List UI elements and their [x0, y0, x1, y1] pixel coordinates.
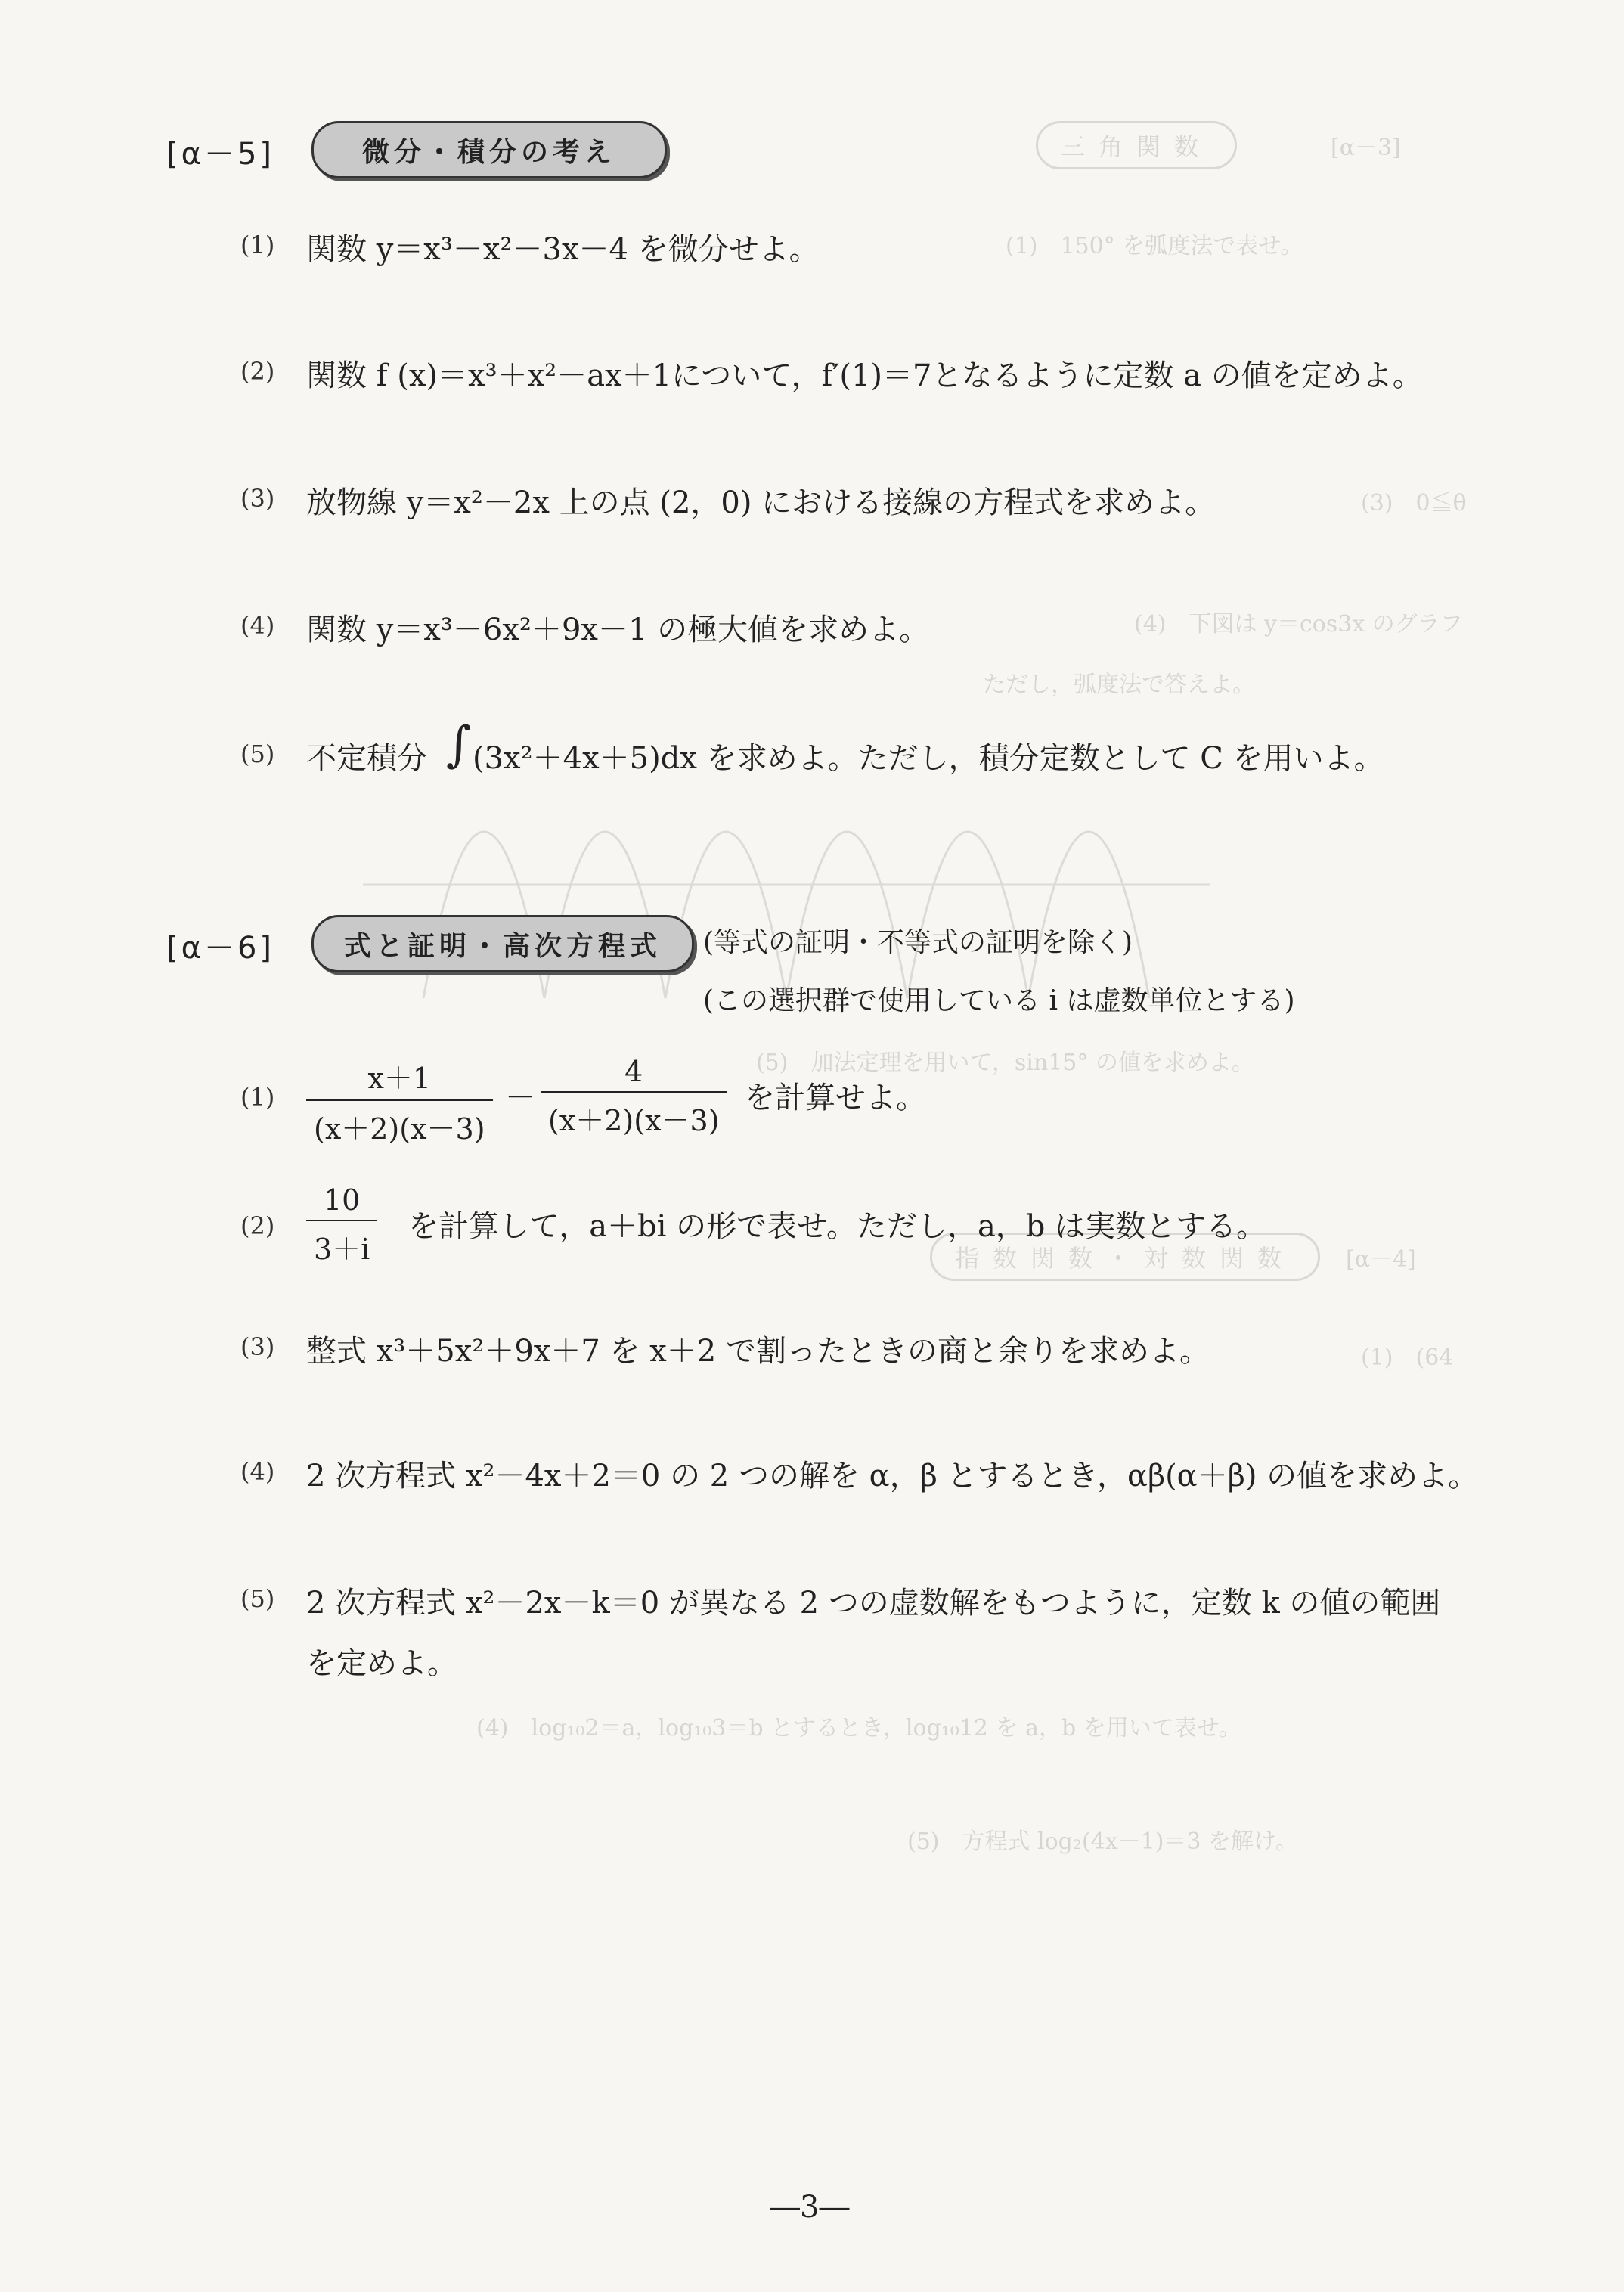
s6-q1-frac1-denominator: (x＋2)(x－3) [306, 1099, 493, 1147]
s6-q2-numerator: 10 [323, 1183, 361, 1217]
bleed-section3-label: [α－3] [1331, 135, 1401, 161]
section5-title: 微分・積分の考え [311, 121, 667, 178]
bleed-q5: (5) 加法定理を用いて，sin15° の値を求めよ。 [756, 1050, 1254, 1076]
s5-q4-number: (4) [240, 611, 275, 640]
bleed-s4q1: (1) (64 [1361, 1344, 1454, 1371]
s6-q1-number: (1) [240, 1083, 275, 1112]
bleed-s4q4: (4) log₁₀2＝a，log₁₀3＝b とするとき，log₁₀12 を a，b を用いて表せ。 [476, 1715, 1241, 1741]
s5-q5-text: (3x²＋4x＋5)dx を求めよ。ただし，積分定数として C を用いよ。 [473, 741, 1384, 776]
section6-title: 式と証明・高次方程式 [311, 915, 694, 972]
s6-q2-number: (2) [240, 1211, 275, 1240]
bleed-section4-title: 指数関数・対数関数 [930, 1233, 1320, 1281]
s5-q3-number: (3) [240, 484, 275, 513]
bleed-q4: (4) 下図は y＝cos3x のグラフ [1134, 611, 1463, 637]
s6-q3-number: (3) [240, 1332, 275, 1361]
s5-q2-text: 関数 f (x)＝x³＋x²－ax＋1について，f′(1)＝7となるように定数 a の値を定めよ。 [306, 358, 1423, 393]
s6-q2-text: を計算して，a＋bi の形で表せ。ただし，a，b は実数とする。 [408, 1209, 1267, 1244]
s5-q4-text: 関数 y＝x³－6x²＋9x－1 の極大値を求めよ。 [306, 613, 930, 647]
bleed-q3: (3) 0≦θ [1361, 490, 1467, 516]
section6-label: [α－6] [166, 931, 275, 966]
s6-q1-fraction-1 [306, 1055, 493, 1147]
s5-q5-number: (5) [240, 740, 275, 768]
section6-note-imaginary-unit: (この選択群で使用している i は虚数単位とする) [703, 985, 1295, 1016]
page-number: ―3― [770, 2190, 850, 2225]
s6-q1-text: を計算せよ。 [745, 1081, 926, 1115]
bleed-section3-title: 三角関数 [1036, 121, 1237, 169]
s6-q3-text: 整式 x³＋5x²＋9x＋7 を x＋2 で割ったときの商と余りを求めよ。 [306, 1334, 1210, 1369]
s5-q3-text: 放物線 y＝x²－2x 上の点 (2，0) における接線の方程式を求めよ。 [306, 485, 1216, 520]
s5-q5-prefix: 不定積分 [306, 741, 427, 776]
s6-q2-fraction [306, 1183, 377, 1267]
bleed-section4-label: [α－4] [1346, 1246, 1416, 1273]
s6-q5-text-continued: を定めよ。 [306, 1646, 457, 1681]
bleed-q4b: ただし，弧度法で答えよ。 [983, 671, 1255, 698]
s6-q5-text: 2 次方程式 x²－2x－k＝0 が異なる 2 つの虚数解をもつように，定数 k の値の範囲 [306, 1586, 1441, 1621]
s5-q2-number: (2) [240, 357, 275, 386]
s6-q1-fraction-2 [541, 1055, 727, 1139]
integral-sign: ∫ [446, 717, 472, 773]
s6-q4-number: (4) [240, 1457, 275, 1486]
s5-q1-number: (1) [240, 231, 275, 259]
bleed-s4q5: (5) 方程式 log₂(4x－1)＝3 を解け。 [907, 1828, 1298, 1855]
s5-q1-text: 関数 y＝x³－x²－3x－4 を微分せよ。 [306, 232, 820, 267]
s6-q1-frac1-numerator: x＋1 [367, 1062, 432, 1095]
section5-label: [α－5] [166, 137, 275, 172]
bleed-q1: (1) 150° を弧度法で表せ。 [1006, 233, 1303, 259]
section6-note-exclusion: (等式の証明・不等式の証明を除く) [703, 927, 1133, 958]
s6-q1-frac2-numerator: 4 [624, 1055, 643, 1088]
s6-q4-text: 2 次方程式 x²－4x＋2＝0 の 2 つの解を α，β とするとき，αβ(α＋β) の値を求めよ。 [306, 1459, 1479, 1493]
s6-q1-frac2-denominator: (x＋2)(x－3) [541, 1091, 727, 1139]
s6-q5-number: (5) [240, 1584, 275, 1613]
s6-q2-denominator: 3＋i [306, 1220, 377, 1267]
s6-q1-minus: － [505, 1081, 535, 1115]
